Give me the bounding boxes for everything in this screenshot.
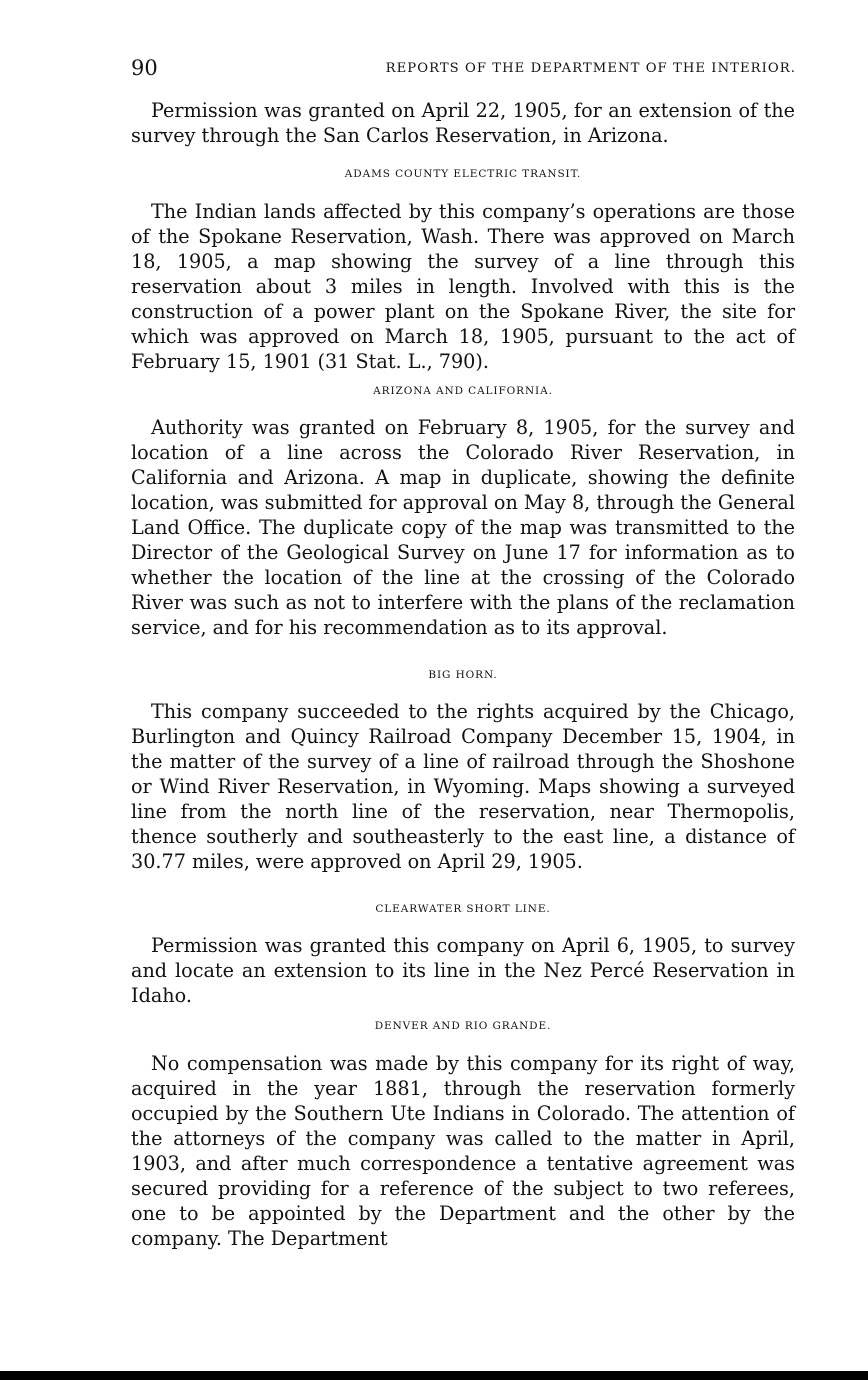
section-heading-arizona-california: ARIZONA AND CALIFORNIA. xyxy=(373,385,553,397)
section-heading-denver-rio-grande: DENVER AND RIO GRANDE. xyxy=(374,1020,552,1032)
paragraph-arizona-california: Authority was granted on February 8, 1905, for the survey and location of a line across the Colorado River Reservation, in California and Arizona. A map in duplicate, showing the definite location, was submitted for approval on May 8, through the General Land Office. The duplicate copy of the map was transmitted to the Director of the Geological Survey on June 17 for information as to whether the location of the line at the crossing of the Colorado River was such as not to interfere with the plans of the reclamation service, and for his recommendation as to its approval. xyxy=(131,416,795,639)
body-text xyxy=(131,98,795,1251)
page-bottom-edge xyxy=(0,1371,868,1380)
section-heading-adams-county: ADAMS COUNTY ELECTRIC TRANSIT. xyxy=(344,168,582,180)
page-header xyxy=(131,56,796,84)
running-head: REPORTS OF THE DEPARTMENT OF THE INTERIOR. xyxy=(385,61,796,76)
section-heading-big-horn: BIG HORN. xyxy=(428,669,498,681)
paragraph-clearwater: Permission was granted this company on April 6, 1905, to survey and locate an extension to its line in the Nez Percé Reservation in Idaho. xyxy=(131,934,795,1007)
paragraph-adams-county: The Indian lands affected by this company’s operations are those of the Spokane Reservation, Wash. There was approved on March 18, 1905, a map showing the survey of a line through this reservation about 3 miles in length. Involved with this is the construction of a power plant on the Spokane River, the site for which was approved on March 18, 1905, pursuant to the act of February 15, 1901 (31 Stat. L., 790). xyxy=(131,200,795,373)
paragraph-san-carlos-extension: Permission was granted on April 22, 1905, for an extension of the survey through the San Carlos Reservation, in Arizona. xyxy=(131,99,795,147)
page-number: 90 xyxy=(131,56,158,80)
paragraph-big-horn: This company succeeded to the rights acquired by the Chicago, Burlington and Quincy Railroad Company December 15, 1904, in the matter of the survey of a line of railroad through the Shoshone or Wind River Reservation, in Wyoming. Maps showing a surveyed line from the north line of the reservation, near Thermopolis, thence southerly and southeasterly to the east line, a distance of 30.77 miles, were approved on April 29, 1905. xyxy=(131,700,795,873)
paragraph-denver-rio-grande: No compensation was made by this company for its right of way, acquired in the year 1881, through the reservation formerly occupied by the Southern Ute Indians in Colorado. The attention of the attorneys of the company was called to the matter in April, 1903, and after much correspondence a tentative agreement was secured providing for a reference of the subject to two referees, one to be appointed by the Department and the other by the company. The Department xyxy=(131,1052,795,1250)
section-heading-clearwater: CLEARWATER SHORT LINE. xyxy=(375,903,551,915)
